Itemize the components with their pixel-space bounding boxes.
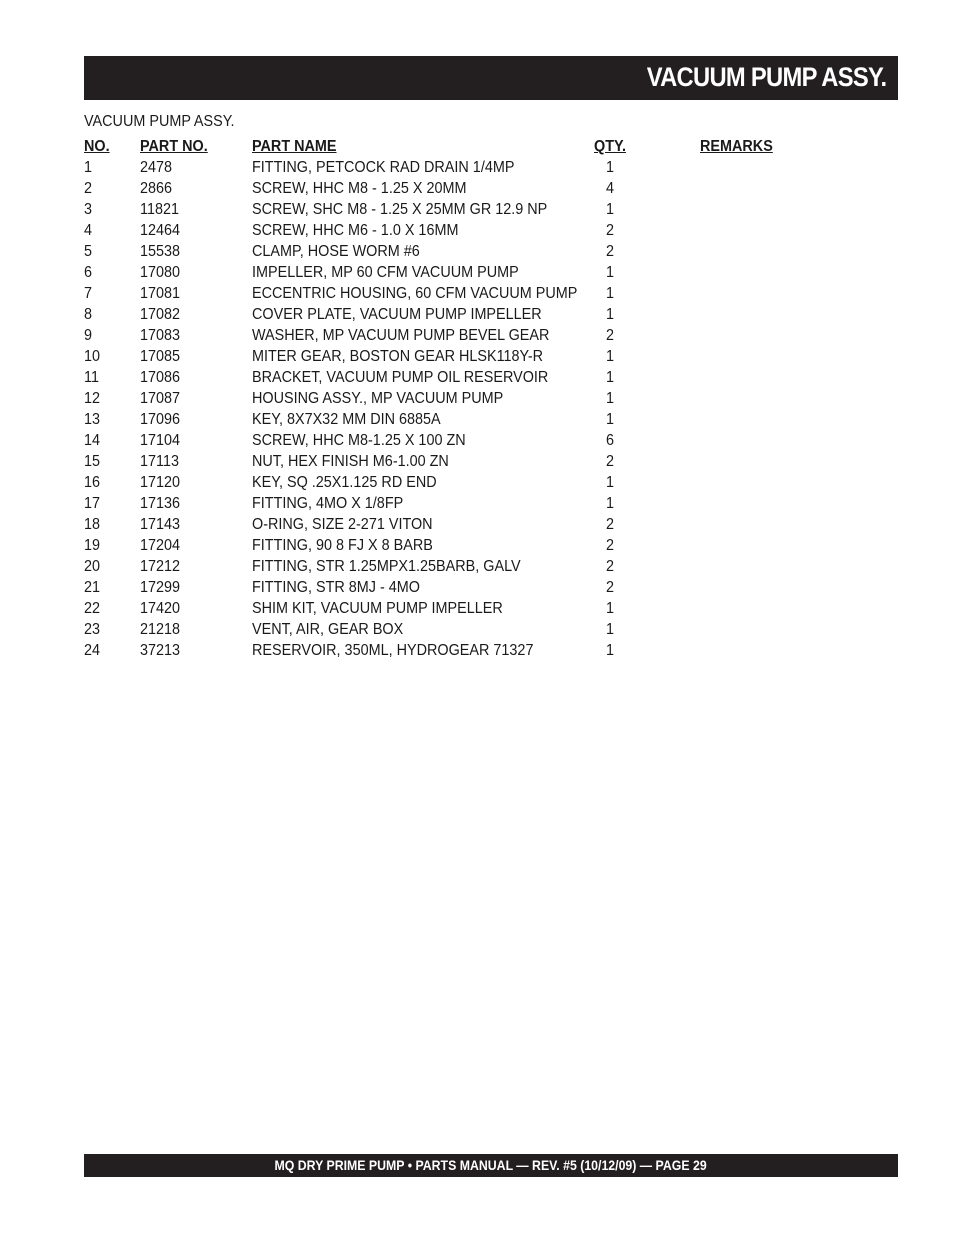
cell-part-name: VENT, AIR, GEAR BOX <box>252 621 404 638</box>
cell-no: 11 <box>84 369 99 386</box>
cell-part-no: 37213 <box>140 642 181 659</box>
cell-part-no: 17104 <box>140 432 181 449</box>
table-row <box>84 640 804 661</box>
table-row <box>84 283 804 304</box>
table-row <box>84 598 804 619</box>
cell-part-no: 2866 <box>140 180 173 197</box>
cell-qty: 1 <box>606 264 615 281</box>
table-row <box>84 451 804 472</box>
table-row <box>84 493 804 514</box>
cell-qty: 2 <box>606 327 615 344</box>
cell-no: 18 <box>84 516 101 533</box>
table-row <box>84 619 804 640</box>
table-row <box>84 556 804 577</box>
table-row <box>84 199 804 220</box>
cell-qty: 2 <box>606 579 615 596</box>
cell-qty: 2 <box>606 453 615 470</box>
cell-part-name: BRACKET, VACUUM PUMP OIL RESERVOIR <box>252 369 549 386</box>
cell-qty: 1 <box>606 390 615 407</box>
table-row <box>84 472 804 493</box>
section-subtitle: VACUUM PUMP ASSY. <box>84 113 235 130</box>
cell-part-name: FITTING, STR 1.25MPX1.25BARB, GALV <box>252 558 521 575</box>
cell-part-name: SCREW, HHC M6 - 1.0 X 16MM <box>252 222 459 239</box>
table-row <box>84 346 804 367</box>
cell-qty: 6 <box>606 432 615 449</box>
cell-no: 19 <box>84 537 101 554</box>
cell-qty: 1 <box>606 201 615 218</box>
cell-part-no: 17143 <box>140 516 181 533</box>
cell-qty: 1 <box>606 369 615 386</box>
cell-part-name: ECCENTRIC HOUSING, 60 CFM VACUUM PUMP <box>252 285 578 302</box>
cell-no: 24 <box>84 642 101 659</box>
cell-qty: 1 <box>606 474 615 491</box>
table-row <box>84 325 804 346</box>
cell-part-name: COVER PLATE, VACUUM PUMP IMPELLER <box>252 306 542 323</box>
column-header-remarks: REMARKS <box>700 138 773 155</box>
page-title: VACUUM PUMP ASSY. <box>646 62 886 92</box>
cell-no: 9 <box>84 327 93 344</box>
cell-part-no: 21218 <box>140 621 181 638</box>
cell-part-no: 12464 <box>140 222 181 239</box>
cell-qty: 1 <box>606 600 615 617</box>
cell-no: 20 <box>84 558 101 575</box>
cell-qty: 2 <box>606 537 615 554</box>
cell-qty: 4 <box>606 180 615 197</box>
cell-part-name: FITTING, 4MO X 1/8FP <box>252 495 404 512</box>
cell-qty: 1 <box>606 348 615 365</box>
cell-part-name: CLAMP, HOSE WORM #6 <box>252 243 420 260</box>
cell-part-no: 17113 <box>140 453 179 470</box>
cell-qty: 1 <box>606 285 615 302</box>
cell-part-name: KEY, SQ .25X1.125 RD END <box>252 474 437 491</box>
table-row <box>84 367 804 388</box>
cell-no: 10 <box>84 348 101 365</box>
cell-part-no: 17136 <box>140 495 181 512</box>
cell-no: 12 <box>84 390 101 407</box>
cell-no: 23 <box>84 621 101 638</box>
column-header-part-name: PART NAME <box>252 138 337 155</box>
table-row <box>84 388 804 409</box>
cell-part-no: 17086 <box>140 369 181 386</box>
page-footer-bar <box>84 1154 898 1177</box>
cell-part-name: SHIM KIT, VACUUM PUMP IMPELLER <box>252 600 503 617</box>
table-row <box>84 409 804 430</box>
cell-qty: 2 <box>606 516 615 533</box>
cell-part-no: 17096 <box>140 411 181 428</box>
parts-table <box>84 136 804 661</box>
cell-part-name: NUT, HEX FINISH M6-1.00 ZN <box>252 453 449 470</box>
cell-part-no: 17120 <box>140 474 181 491</box>
cell-part-no: 11821 <box>140 201 179 218</box>
cell-part-no: 17082 <box>140 306 181 323</box>
cell-part-name: MITER GEAR, BOSTON GEAR HLSK118Y-R <box>252 348 544 365</box>
cell-part-name: FITTING, PETCOCK RAD DRAIN 1/4MP <box>252 159 515 176</box>
cell-part-name: O-RING, SIZE 2-271 VITON <box>252 516 433 533</box>
cell-no: 3 <box>84 201 93 218</box>
cell-part-no: 17085 <box>140 348 181 365</box>
cell-part-name: SCREW, HHC M8 - 1.25 X 20MM <box>252 180 467 197</box>
cell-part-no: 2478 <box>140 159 173 176</box>
cell-no: 15 <box>84 453 101 470</box>
cell-no: 17 <box>84 495 101 512</box>
cell-qty: 2 <box>606 558 615 575</box>
cell-part-name: FITTING, 90 8 FJ X 8 BARB <box>252 537 433 554</box>
cell-part-no: 15538 <box>140 243 181 260</box>
cell-no: 21 <box>84 579 101 596</box>
cell-no: 5 <box>84 243 93 260</box>
table-row <box>84 577 804 598</box>
cell-part-name: WASHER, MP VACUUM PUMP BEVEL GEAR <box>252 327 550 344</box>
cell-qty: 2 <box>606 222 615 239</box>
table-row <box>84 535 804 556</box>
cell-part-no: 17299 <box>140 579 181 596</box>
cell-no: 22 <box>84 600 101 617</box>
table-body <box>84 157 804 661</box>
cell-part-name: FITTING, STR 8MJ - 4MO <box>252 579 421 596</box>
column-header-no: NO. <box>84 138 110 155</box>
table-row <box>84 220 804 241</box>
cell-qty: 2 <box>606 243 615 260</box>
table-row <box>84 262 804 283</box>
cell-part-no: 17080 <box>140 264 181 281</box>
table-row <box>84 157 804 178</box>
cell-part-no: 17420 <box>140 600 181 617</box>
cell-part-name: RESERVOIR, 350ML, HYDROGEAR 71327 <box>252 642 534 659</box>
cell-no: 1 <box>84 159 93 176</box>
cell-qty: 1 <box>606 306 615 323</box>
cell-no: 6 <box>84 264 93 281</box>
table-row <box>84 178 804 199</box>
cell-part-name: SCREW, SHC M8 - 1.25 X 25MM GR 12.9 NP <box>252 201 548 218</box>
cell-no: 7 <box>84 285 93 302</box>
cell-no: 13 <box>84 411 101 428</box>
cell-part-name: SCREW, HHC M8-1.25 X 100 ZN <box>252 432 466 449</box>
cell-no: 4 <box>84 222 93 239</box>
cell-no: 2 <box>84 180 93 197</box>
table-row <box>84 430 804 451</box>
cell-part-name: KEY, 8X7X32 MM DIN 6885A <box>252 411 441 428</box>
cell-part-no: 17081 <box>140 285 181 302</box>
cell-part-no: 17087 <box>140 390 181 407</box>
cell-no: 16 <box>84 474 101 491</box>
cell-part-no: 17083 <box>140 327 181 344</box>
footer-text: MQ DRY PRIME PUMP • PARTS MANUAL — REV. #5 (10/12/09) — PAGE 29 <box>274 1157 708 1173</box>
cell-qty: 1 <box>606 621 615 638</box>
column-header-part-no: PART NO. <box>140 138 208 155</box>
cell-part-no: 17204 <box>140 537 181 554</box>
column-header-qty: QTY. <box>594 138 627 155</box>
cell-part-no: 17212 <box>140 558 181 575</box>
table-row <box>84 514 804 535</box>
table-row <box>84 241 804 262</box>
cell-qty: 1 <box>606 411 615 428</box>
table-row <box>84 304 804 325</box>
table-header-row <box>84 136 804 157</box>
page-header-bar <box>84 56 898 100</box>
cell-no: 8 <box>84 306 93 323</box>
cell-no: 14 <box>84 432 101 449</box>
cell-qty: 1 <box>606 642 615 659</box>
cell-qty: 1 <box>606 159 615 176</box>
cell-qty: 1 <box>606 495 615 512</box>
cell-part-name: HOUSING ASSY., MP VACUUM PUMP <box>252 390 504 407</box>
cell-part-name: IMPELLER, MP 60 CFM VACUUM PUMP <box>252 264 519 281</box>
